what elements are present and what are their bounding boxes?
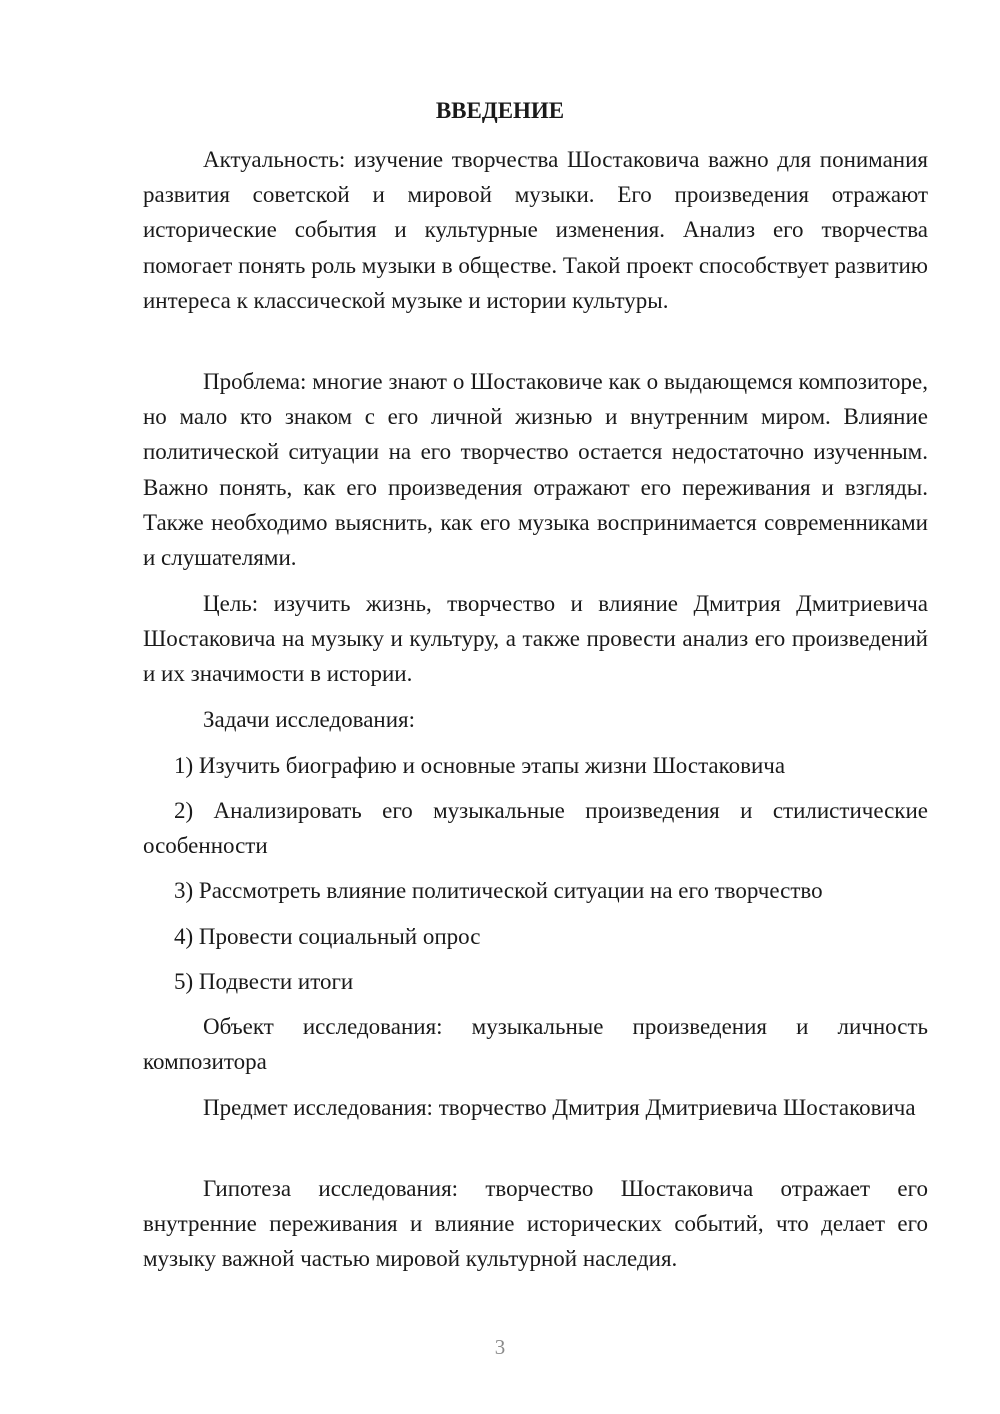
task-item: 5) Подвести итоги xyxy=(174,969,354,994)
paragraph-subject: Предмет исследования: творчество Дмитрия Дмитриевича Шостаковича xyxy=(203,1095,916,1120)
paragraph-relevance: Актуальность: изучение творчества Шостаковича важно для понимания развития советской и мировой музыки. Его произведения отражают исторические события и культурные изменения. Анализ его творчества помогает понять роль музыки в обществе. Такой проект способствует развитию интереса к классической музыке и истории культуры. xyxy=(143,147,928,313)
task-item: 3) Рассмотреть влияние политической ситуации на его творчество xyxy=(174,878,823,903)
page-number: 3 xyxy=(494,1335,506,1359)
task-item: 2) Анализировать его музыкальные произведения и стилистические особенности xyxy=(143,798,928,859)
task-item: 4) Провести социальный опрос xyxy=(174,924,481,949)
paragraph-goal: Цель: изучить жизнь, творчество и влияние Дмитрия Дмитриевича Шостаковича на музыку и культуру, а также провести анализ его произведений и их значимости в истории. xyxy=(143,591,928,687)
paragraph-tasks-intro: Задачи исследования: xyxy=(203,707,416,732)
page-title: ВВЕДЕНИЕ xyxy=(435,98,565,123)
paragraph-problem: Проблема: многие знают о Шостаковиче как о выдающемся композиторе, но мало кто знаком с его личной жизнью и внутренним миром. Влияние политической ситуации на его творчество остается недостаточно изученным. Важно понять, как его произведения отражают его переживания и взгляды. Также необходимо выяснить, как его музыка воспринимается современниками и слушателями. xyxy=(143,369,928,571)
paragraph-hypothesis: Гипотеза исследования: творчество Шостаковича отражает его внутренние переживания и влияние исторических событий, что делает его музыку важной частью мировой культурной наследия. xyxy=(143,1176,928,1272)
paragraph-object: Объект исследования: музыкальные произведения и личность композитора xyxy=(143,1014,928,1075)
task-item: 1) Изучить биографию и основные этапы жизни Шостаковича xyxy=(174,753,786,778)
